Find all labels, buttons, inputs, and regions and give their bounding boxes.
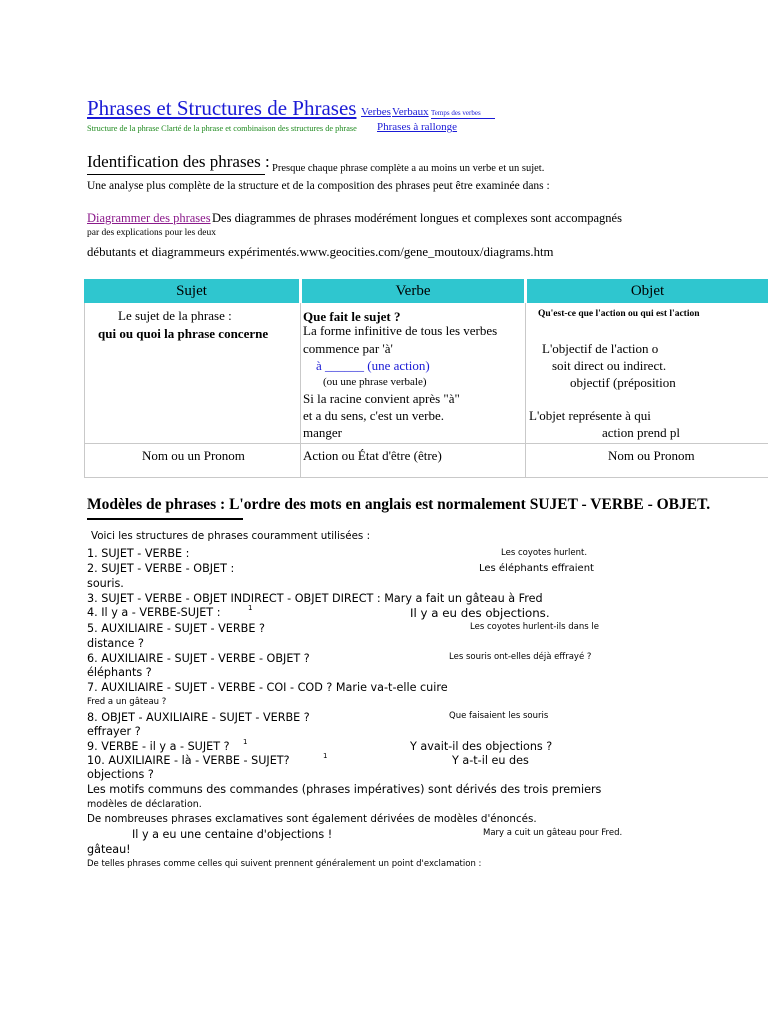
objet-line-5: L'objet représente à qui: [529, 408, 651, 423]
model-8: 8. OBJET - AUXILIAIRE - SUJET - VERBE ?: [87, 711, 310, 724]
objet-line-4: objectif (préposition: [570, 375, 676, 390]
header-verbe: Verbe: [302, 279, 524, 303]
model-8-example: Que faisaient les souris: [449, 711, 549, 721]
model-3: 3. SUJET - VERBE - OBJET INDIRECT - OBJET DIRECT : Mary a fait un gâteau à Fred: [87, 592, 543, 605]
model-1: 1. SUJET - VERBE :: [87, 547, 190, 560]
diagrams-text-3: débutants et diagrammeurs expérimentés.www.geocities.com/gene_moutoux/diagrams.htm: [87, 245, 554, 259]
header-objet: Objet: [527, 279, 768, 303]
table-divider-2: [525, 303, 526, 478]
phrases-a-rallonge-link[interactable]: Phrases à rallonge: [377, 121, 458, 133]
objet-line-2: L'objectif de l'action o: [542, 341, 659, 356]
model-4-example: Il y a eu des objections.: [410, 606, 550, 620]
verbe-line-2: La forme infinitive de tous les verbes: [303, 323, 498, 338]
diagrams-text-2: par des explications pour les deux: [87, 228, 217, 238]
model-10-cont: objections ?: [87, 768, 154, 781]
table-row-divider: [84, 443, 768, 444]
table-divider-1: [300, 303, 301, 478]
model-9: 9. VERBE - il y a - SUJET ?: [87, 740, 230, 753]
diagrams-text-1: Des diagrammes de phrases modérément longues et complexes sont accompagnés: [212, 211, 622, 225]
model-10-example: Y a-t-il eu des: [452, 754, 529, 767]
header-sujet: Sujet: [84, 279, 299, 303]
model-10-sup: 1: [323, 752, 328, 760]
commands-text-cont: modèles de déclaration.: [87, 799, 202, 810]
exclamation-note: De telles phrases comme celles qui suivent prennent généralement un point d'exclamation :: [87, 859, 482, 869]
exclamatives-text: De nombreuses phrases exclamatives sont également dérivées de modèles d'énoncés.: [87, 813, 537, 825]
model-5-example: Les coyotes hurlent-ils dans le: [470, 622, 599, 632]
identification-underline: [87, 174, 265, 175]
diagrammer-link[interactable]: Diagrammer des phrases: [87, 211, 211, 225]
page-title-link[interactable]: Phrases et Structures de Phrases: [87, 96, 357, 120]
example-exclamation: Il y a eu une centaine d'objections !: [132, 828, 333, 841]
temps-underline: [431, 118, 495, 119]
model-6-example: Les souris ont-elles déjà effrayé ?: [449, 652, 592, 662]
model-2: 2. SUJET - VERBE - OBJET :: [87, 562, 235, 575]
verbe-line-4: à ______ (une action): [316, 358, 430, 373]
commands-text: Les motifs communs des commandes (phrases impératives) sont dérivés des trois premiers: [87, 783, 602, 796]
model-2-cont: souris.: [87, 577, 124, 590]
table-border-left: [84, 303, 85, 478]
sujet-line-2: qui ou quoi la phrase concerne: [98, 326, 269, 341]
model-5: 5. AUXILIAIRE - SUJET - VERBE ?: [87, 622, 265, 635]
objet-bottom: Nom ou Pronom: [608, 448, 695, 463]
objet-line-3: soit direct ou indirect.: [552, 358, 667, 373]
model-6-cont: éléphants ?: [87, 666, 152, 679]
example-exclamation-cont: gâteau!: [87, 843, 131, 856]
verbes-link[interactable]: Verbes: [361, 106, 391, 118]
models-heading: Modèles de phrases : L'ordre des mots en anglais est normalement SUJET - VERBE - OBJET.: [87, 496, 711, 513]
identification-text-2: Une analyse plus complète de la structure et de la composition des phrases peut être examinée dans :: [87, 180, 550, 192]
verbe-line-8: manger: [303, 425, 342, 440]
temps-des-verbes-link[interactable]: Temps des verbes: [431, 109, 481, 117]
verbe-line-5: (ou une phrase verbale): [323, 376, 427, 388]
verbe-line-7: et a du sens, c'est un verbe.: [303, 408, 444, 423]
model-6: 6. AUXILIAIRE - SUJET - VERBE - OBJET ?: [87, 652, 310, 665]
verbe-bottom: Action ou État d'être (être): [303, 448, 442, 463]
model-4: 4. Il y a - VERBE-SUJET :: [87, 606, 221, 619]
objet-line-1: Qu'est-ce que l'action ou qui est l'action: [538, 309, 700, 319]
verbe-line-6: Si la racine convient après "à": [303, 391, 460, 406]
identification-text-1: Presque chaque phrase complète a au moins un verbe et un sujet.: [272, 163, 545, 174]
model-2-example: Les éléphants effraient: [479, 563, 594, 574]
example-exclamation-2: Mary a cuit un gâteau pour Fred.: [483, 828, 623, 838]
models-underline: [87, 518, 243, 520]
model-5-cont: distance ?: [87, 637, 144, 650]
verbe-line-1: Que fait le sujet ?: [303, 309, 401, 324]
objet-line-6: action prend pl: [602, 425, 680, 440]
model-10: 10. AUXILIAIRE - là - VERBE - SUJET?: [87, 754, 290, 767]
verbe-line-3: commence par 'à': [303, 341, 393, 356]
header-subtitle: Structure de la phrase Clarté de la phrase et combinaison des structures de phrase: [87, 124, 357, 133]
model-7-cont: Fred a un gâteau ?: [87, 697, 167, 707]
sentence-structure-table: [84, 279, 768, 478]
model-7: 7. AUXILIAIRE - SUJET - VERBE - COI - COD ? Marie va-t-elle cuire: [87, 681, 448, 694]
models-intro: Voici les structures de phrases couramment utilisées :: [91, 530, 371, 542]
model-1-example: Les coyotes hurlent.: [501, 548, 588, 558]
sujet-line-1: Le sujet de la phrase :: [118, 308, 232, 323]
model-8-cont: effrayer ?: [87, 725, 141, 738]
verbaux-link[interactable]: Verbaux: [392, 106, 429, 118]
sujet-bottom: Nom ou un Pronom: [142, 448, 245, 463]
identification-heading: Identification des phrases :: [87, 152, 270, 171]
model-9-example: Y avait-il des objections ?: [410, 740, 553, 753]
model-4-sup: 1: [248, 604, 253, 612]
model-9-sup: 1: [243, 738, 248, 746]
table-border-bottom: [84, 477, 768, 478]
